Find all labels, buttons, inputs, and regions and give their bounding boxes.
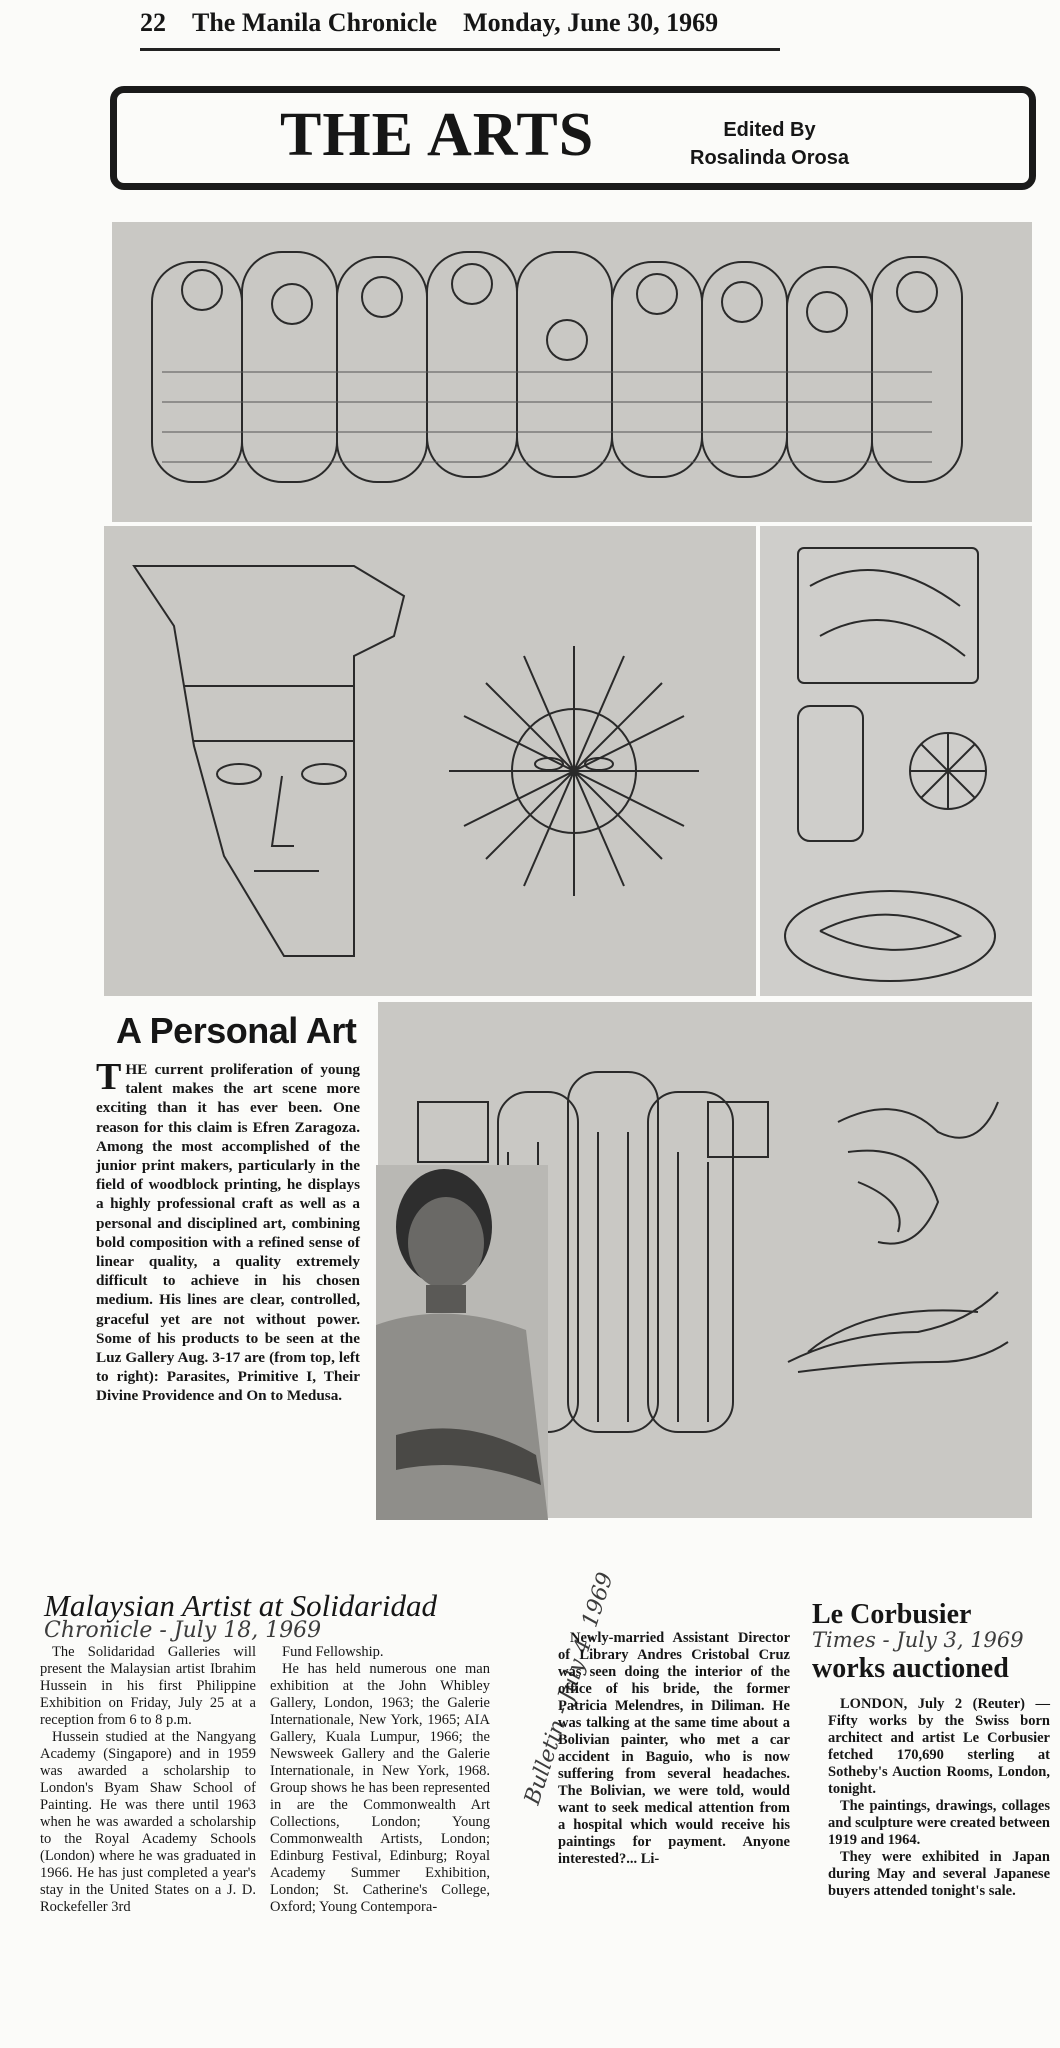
artist-portrait-image [376,1165,548,1520]
woodblock-print-small-works [760,526,1032,996]
chronicle-handwritten-note: Chronicle - July 18, 1969 [44,1618,322,1643]
malaysian-paragraph: Hussein studied at the Nangyang Academy (Singapore) and in 1959 was awarded a scholarship to London's Byam Shaw School of Painting. He was there until 1963 when he was awarded a scholarship to the Royal Academy Schools (London) where he was graduated in 1966. He has just completed a year's stay in the United States on a J. D. Rockefeller 3rd [40,1729,256,1915]
malaysian-column-2 [270,1644,490,1916]
artist-portrait-photo [376,1165,548,1520]
bulletin-handwritten-note: Bulletin - July 4, 1969 [520,1569,619,1808]
le-corbusier-headline-line-2: works auctioned [812,1653,1009,1684]
malaysian-paragraph: The Solidaridad Galleries will present the Malaysian artist Ibrahim Hussein in his first Philippine Exhibition on Friday, July 25 at a reception from 6 to 8 p.m. [40,1644,256,1728]
section-title: THE ARTS [280,101,595,169]
parasites-figures-image [112,222,1032,522]
primitive-face-and-sun-image [104,526,756,996]
issue-date: Monday, June 30, 1969 [463,8,719,37]
le-corbusier-column [828,1696,1050,1900]
masthead [140,8,780,42]
le-corbusier-paragraph: LONDON, July 2 (Reuter) — Fifty works by the Swiss born architect and artist Le Corbusier fetched 170,690 sterling at Sotheby's Auction Rooms, London, tonight. [828,1696,1050,1797]
page-number: 22 [140,8,166,37]
woodblock-print-parasites [112,222,1032,522]
malaysian-paragraph: Fund Fellowship. [282,1644,384,1660]
paper-name: The Manila Chronicle [192,8,438,37]
edited-by-label: Edited By [723,119,816,141]
article-headline: A Personal Art [116,1010,357,1051]
le-corbusier-paragraph: The paintings, drawings, collages and sculpture were created between 1919 and 1964. [828,1798,1050,1848]
editor-credit [690,116,849,172]
woodblock-print-primitive-i [104,526,756,996]
small-prints-image [760,526,1032,996]
malaysian-column-1 [40,1644,256,1916]
times-handwritten-note: Times - July 3, 1969 [812,1628,1024,1652]
editor-name: Rosalinda Orosa [690,147,849,169]
bulletin-column [558,1630,790,1868]
malaysian-artist-headline: Malaysian Artist at Solidaridad [44,1588,437,1623]
article-drop-cap: T [96,1056,122,1098]
article-text: HE current proliferation of young talent makes the art scene more exciting than it has ever been. One reason for this claim is Efren Zaragoza. Among the most accomplished of the junior print makers, particularly in the field of woodblock printing, he displays a highly professional craft as well as a personal and disciplined art, combining bold composition with a refined sense of linear quality, a quality extremely difficult to achieve in his chosen medium. His lines are clear, controlled, graceful yet are not without power. Some of his products to be seen at the Luz Gallery Aug. 3-17 are (from top, left to right): Parasites, Primitive I, Their Divine Providence and On to Medusa. [96,1061,360,1405]
malaysian-paragraph: He has held numerous one man exhibition at the John Whibley Gallery, London, 1963; the Galerie Internationale, New York, 1965; AIA Gallery, Kuala Lumpur, 1966; the Newsweek Gallery and the Galerie Internationale, in New York, 1968. Group shows he has been represented in are the Commonwealth Art Collections, London; Young Commonwealth Artists, London; Edinburg Festival, Edinburg; Royal Academy Summer Exhibition, London; St. Catherine's College, Oxford; Young Contempora- [270,1661,490,1915]
article-body [96,1056,360,1406]
masthead-rule [140,48,780,51]
le-corbusier-paragraph: They were exhibited in Japan during May and several Japanese buyers attended tonight's sale. [828,1849,1050,1899]
le-corbusier-headline-line-1: Le Corbusier [812,1599,972,1630]
bulletin-paragraph: Newly-married Assistant Director of Library Andres Cristobal Cruz was seen doing the interior of the office of his bride, the former Patricia Melendres, in Diliman. He was talking at the same time about a Bolivian painter, who met a car accident in Baguio, who is now suffering from several headaches. The Bolivian, we were told, would want to seek medical attention from a hospital which would receive his paintings for payment. Anyone interested?... Li- [558,1630,790,1867]
